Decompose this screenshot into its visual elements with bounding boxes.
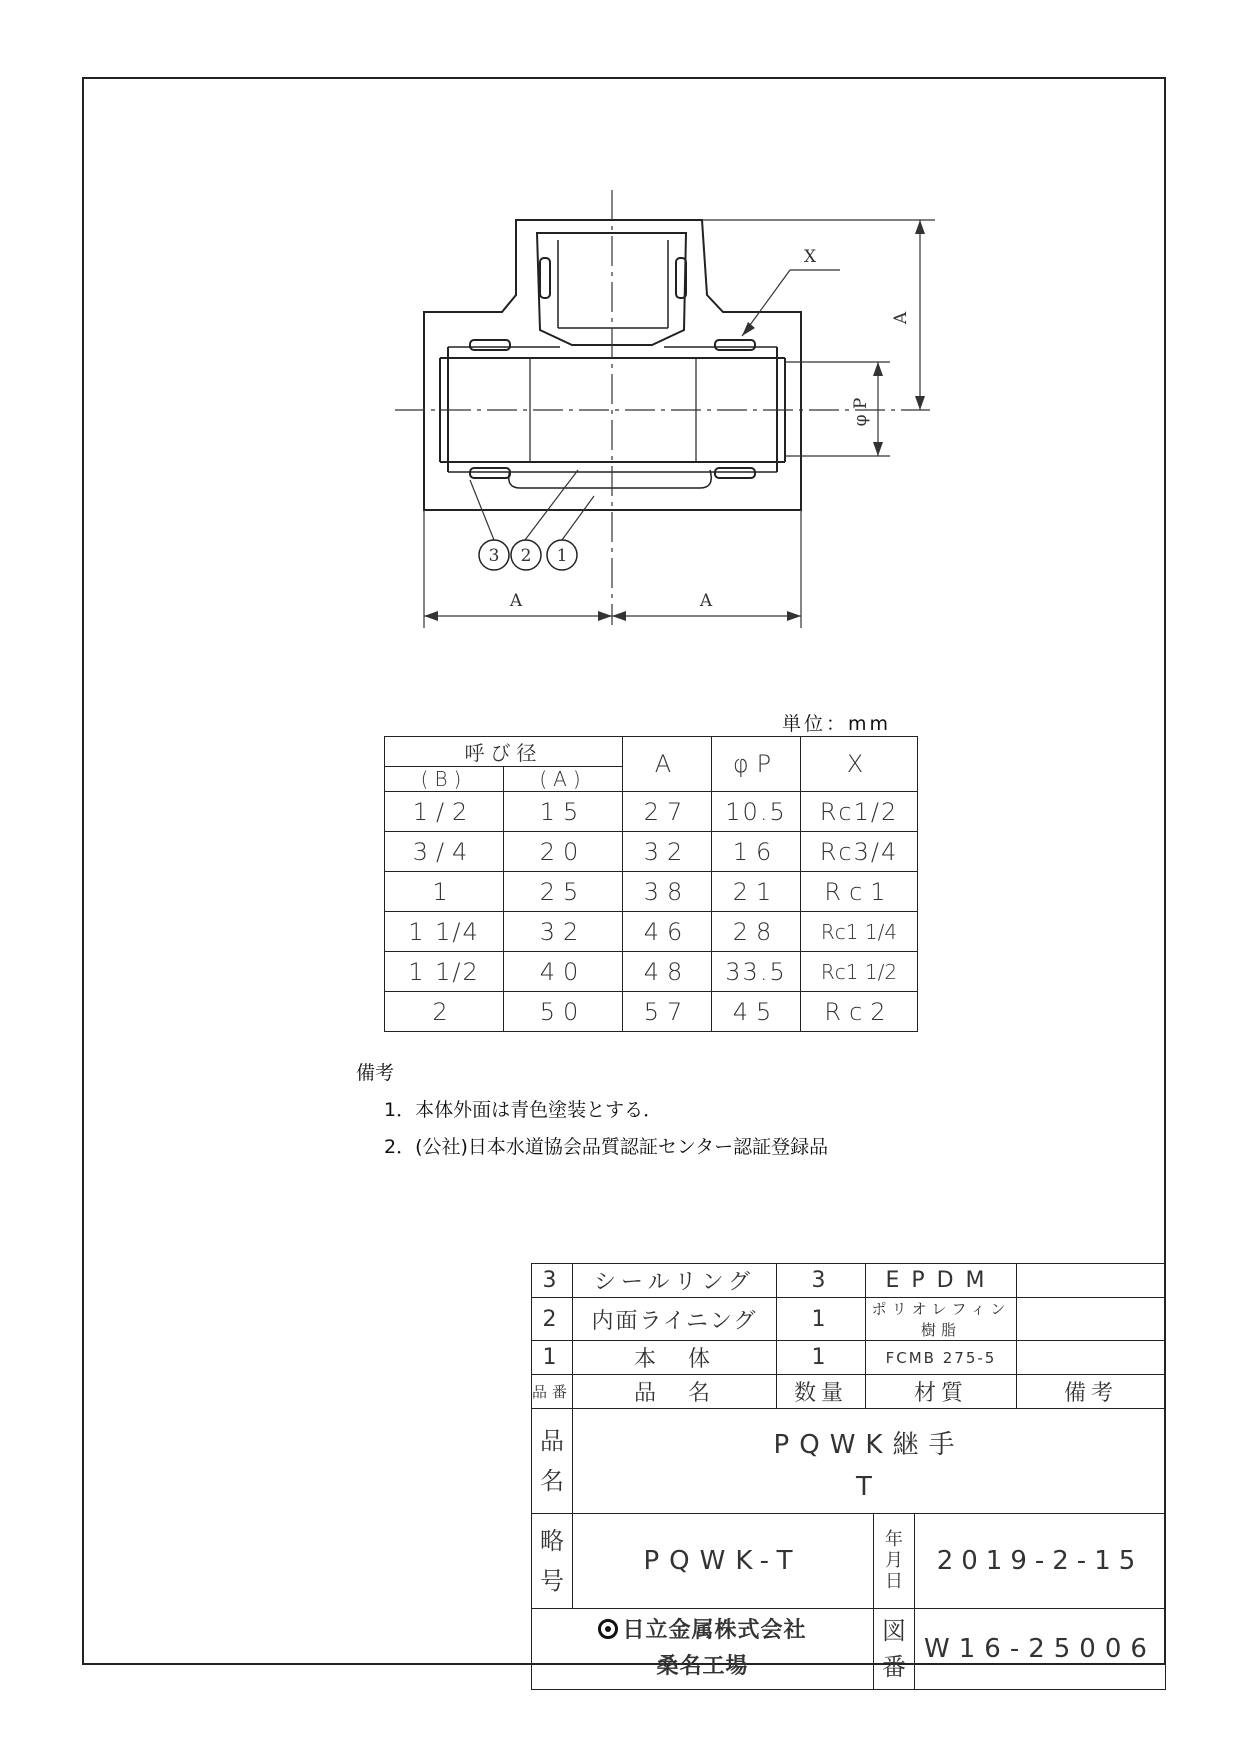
table-row: [385, 912, 918, 952]
header-part-no: 品番: [532, 1375, 573, 1409]
cell-phi-p: 45: [712, 992, 801, 1032]
part-qty: 3: [777, 1264, 866, 1298]
balloon-2-label: 2: [520, 546, 532, 566]
header-phi-p: φP: [712, 737, 801, 792]
cell-a: 32: [623, 832, 712, 872]
part-qty: 1: [777, 1341, 866, 1375]
cell-phi-p: 21: [712, 872, 801, 912]
cell-a: 57: [623, 992, 712, 1032]
company-block: [532, 1608, 874, 1689]
part-no: 1: [532, 1341, 573, 1375]
cell-a: 48: [623, 952, 712, 992]
note-item: 2．(公社)日本水道協会品質認証センター認証登録品: [384, 1136, 829, 1158]
branch-bore: [558, 240, 668, 328]
dimension-table: [384, 736, 918, 1032]
part-no: 2: [532, 1298, 573, 1341]
part-name: シールリング: [573, 1264, 777, 1298]
cell-phi-p: 16: [712, 832, 801, 872]
balloon-3-label: 3: [488, 546, 500, 566]
table-row: [385, 832, 918, 872]
date-label: 年 月 日: [874, 1513, 915, 1608]
company-logo-icon: [598, 1619, 618, 1639]
cell-a-nominal: 20: [504, 832, 623, 872]
seal-ring-right-top: [715, 340, 755, 350]
label-a-right: A: [699, 591, 713, 611]
cell-a-nominal: 50: [504, 992, 623, 1032]
cell-phi-p: 28: [712, 912, 801, 952]
part-material: ポリオレフィン樹脂: [866, 1298, 1017, 1341]
cell-x: Rc2: [801, 992, 918, 1032]
part-material: EPDM: [866, 1264, 1017, 1298]
header-b: (B): [385, 767, 504, 792]
header-part-remarks: 備考: [1017, 1375, 1166, 1409]
cell-a: 46: [623, 912, 712, 952]
product-name: PQWK継手: [573, 1408, 1166, 1461]
notes-heading: 備考: [356, 1062, 395, 1084]
seal-ring-left-top: [470, 340, 510, 350]
drawing-no-label: 図 番: [874, 1608, 915, 1689]
part-material: FCMB 275-5: [866, 1341, 1017, 1375]
header-part-qty: 数量: [777, 1375, 866, 1409]
part-no: 3: [532, 1264, 573, 1298]
header-part-material: 材質: [866, 1375, 1017, 1409]
title-info: [531, 1408, 1166, 1690]
part-name: 本 体: [573, 1341, 777, 1375]
balloon-1-label: 1: [556, 546, 568, 566]
product-label: 品 名: [532, 1408, 573, 1513]
label-phi-p: φ P: [851, 397, 871, 427]
seal-ring-left-bottom: [470, 468, 510, 478]
header-x: X: [801, 737, 918, 792]
date: 2019-2-15: [915, 1513, 1166, 1608]
cell-phi-p: 33.5: [712, 952, 801, 992]
cell-a: 38: [623, 872, 712, 912]
header-nominal: 呼び径: [385, 737, 623, 767]
parts-header: [532, 1375, 1166, 1409]
part-remarks: [1017, 1298, 1166, 1341]
cell-b: 1 1/2: [385, 952, 504, 992]
table-row: [385, 992, 918, 1032]
drawing-number: W16-25006: [915, 1608, 1166, 1689]
cell-x: Rc1 1/4: [801, 912, 918, 952]
table-row: [385, 952, 918, 992]
cell-b: 1: [385, 872, 504, 912]
seal-ring-right-bottom: [715, 468, 755, 478]
cell-x: Rc3/4: [801, 832, 918, 872]
note-item: 1．本体外面は青色塗装とする．: [384, 1099, 663, 1121]
header-part-name: 品 名: [573, 1375, 777, 1409]
cell-a-nominal: 25: [504, 872, 623, 912]
product-code: PQWK-T: [573, 1513, 874, 1608]
unit-label: 単位：mm: [782, 713, 892, 735]
cell-x: Rc1 1/2: [801, 952, 918, 992]
seal-ring-branch-left: [540, 258, 550, 298]
cell-a-nominal: 15: [504, 792, 623, 832]
cell-a-nominal: 32: [504, 912, 623, 952]
cell-x: Rc1/2: [801, 792, 918, 832]
table-row: [385, 792, 918, 832]
part-qty: 1: [777, 1298, 866, 1341]
cell-b: 1 1/4: [385, 912, 504, 952]
table-row: [385, 872, 918, 912]
cell-b: 2: [385, 992, 504, 1032]
parts-row: [532, 1264, 1166, 1298]
header-a-nominal: (A): [504, 767, 623, 792]
company-name: 日立金属株式会社: [622, 1617, 807, 1643]
code-label: 略 号: [532, 1513, 573, 1608]
part-remarks: [1017, 1264, 1166, 1298]
parts-list: [531, 1263, 1166, 1409]
cell-x: Rc1: [801, 872, 918, 912]
cell-b: 1/2: [385, 792, 504, 832]
cell-a: 27: [623, 792, 712, 832]
cell-b: 3/4: [385, 832, 504, 872]
product-type: T: [573, 1461, 1166, 1514]
factory-name: 桑名工場: [656, 1653, 749, 1679]
parts-row: [532, 1298, 1166, 1341]
label-a-left: A: [509, 591, 523, 611]
cell-phi-p: 10.5: [712, 792, 801, 832]
title-block: [531, 1263, 1166, 1690]
part-remarks: [1017, 1341, 1166, 1375]
notes: [356, 1055, 828, 1166]
cell-a-nominal: 40: [504, 952, 623, 992]
label-a-vertical: A: [891, 311, 911, 325]
parts-row: [532, 1341, 1166, 1375]
header-a: A: [623, 737, 712, 792]
label-x: X: [803, 247, 817, 267]
part-name: 内面ライニング: [573, 1298, 777, 1341]
